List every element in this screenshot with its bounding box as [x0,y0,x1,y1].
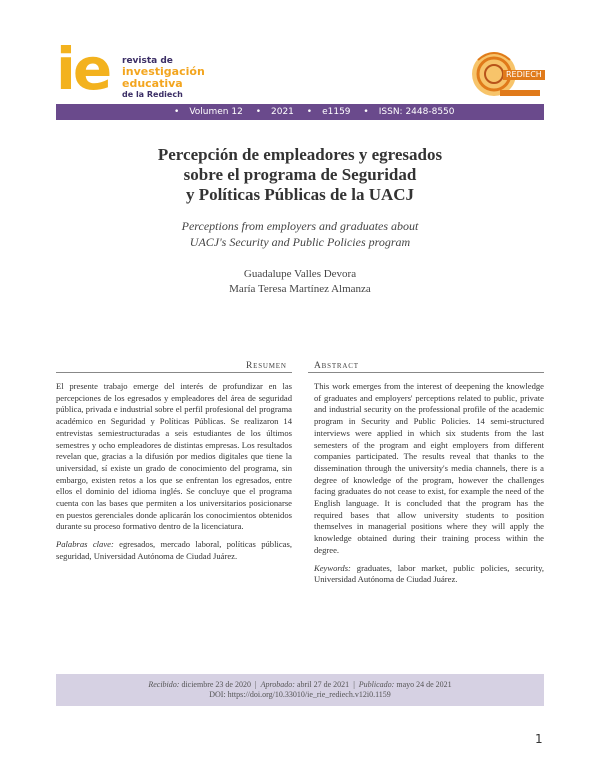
keywords-text: graduates, labor market, public policies, security, Universidad Autónoma de Ciudad Juárez. [314,562,544,585]
resumen-heading: Resumen [246,361,287,371]
title-line: y Políticas Públicas de la UACJ [185,185,415,204]
author-name: Guadalupe Valles Devora [243,268,357,280]
year-text: 2021 [271,107,294,117]
bullet: • [174,107,180,117]
abstract-heading: Abstract [314,361,359,371]
resumen-column [56,381,292,563]
keywords-text: egresados, mercado laboral, políticas públicas, seguridad, Universidad Autónoma de Ciudad Juárez. [56,539,292,561]
published-date: mayo 24 de 2021 [396,680,452,689]
doi-link[interactable]: DOI: https://doi.org/10.33010/ie_rie_rediech.v12i0.1159 [209,690,391,699]
bullet: • [306,107,313,117]
logo-line-3: educativa [122,77,183,90]
article-subtitle [100,218,500,250]
issue-info-bar [56,104,544,120]
author-name: María Teresa Martínez Almanza [229,283,371,295]
bullet: • [255,107,261,117]
title-line: Percepción de empleadores y egresados [157,145,443,164]
title-line: sobre el programa de Seguridad [183,165,417,184]
logo-line-1: revista de [122,56,173,66]
abstract-keywords [314,563,544,586]
approved-date: abril 27 de 2021 [296,680,350,689]
article-title [100,145,500,205]
keywords-label: Palabras clave: [56,539,114,550]
publication-dates-bar [56,674,544,706]
author-list [100,267,500,297]
volume-text: Volumen 12 [189,107,243,117]
logo-line-4: de la Rediech [122,90,183,99]
keywords-label: Keywords: [314,562,351,573]
resumen-keywords [56,539,292,562]
logo-mark: ie [56,35,110,103]
abstract-rule [308,372,544,373]
dates-line: Recibido: diciembre 23 de 2020 | Aprobado: abril 27 de 2021 | Publicado: mayo 24 de 2021 [148,680,452,689]
page-number: 1 [535,732,543,746]
published-label: Publicado: [358,680,395,689]
resumen-body: El presente trabajo emerge del interés de profundizar en las percepciones de los egresados y empleadores del área de seguridad pública, privada e industrial sobre el perfil profesional del programa académico en Seguridad y Políticas Públicas. Se realizaron 14 entrevistas semiestructuradas a seis estudiantes de los últimos semestres y ocho empleadores de distintas empresas. Los resultados revelan que, gracias a la difusión por medios digitales que tiene la universidad, sí existe un grado de conocimiento del programa, sin embargo, existen retos a los que se enfrentan los egresados, entre ellos el dominio del idioma inglés. Se concluye que el programa cuenta con las bases que permiten a los universitarios posicionarse en puestos gerenciales donde aplicarán los conocimientos obtenidos durante su proceso formativo dentro de la licenciatura. [56,381,292,532]
received-date: diciembre 23 de 2020 [181,680,251,689]
logo-line-2: investigación [122,65,205,78]
resumen-rule [56,372,292,373]
received-label: Recibido: [148,680,180,689]
logo-text [122,56,205,100]
abstract-column [314,381,544,586]
abstract-body: This work emerges from the interest of deepening the knowledge of graduates and employers' perceptions related to public, private and industrial security on the professional profile of the academic program in Security and Public Policies. 14 semi-structured interviews were applied in which six students from the last semesters of the program and eight employers from different companies participated. The results reveal that thanks to the dissemination through the university's media channels, there is a degree of knowledge of the program, however the challenges facing graduates do not cease to exist, for example the need of the English language. It is concluded that the program has the required bases that allow university students to position themselves in managerial positions where they will apply the knowledge obtained during their training process within the degree. [314,381,544,555]
approved-label: Aprobado: [260,680,295,689]
bullet: • [363,107,369,117]
emblem-label: REDIECH [503,70,545,80]
subtitle-line: UACJ's Security and Public Policies program [189,235,411,249]
subtitle-line: Perceptions from employers and graduates about [181,219,419,233]
journal-logo [56,35,236,103]
article-number: e1159 [322,107,351,117]
issn-text: ISSN: 2448-8550 [378,107,455,117]
